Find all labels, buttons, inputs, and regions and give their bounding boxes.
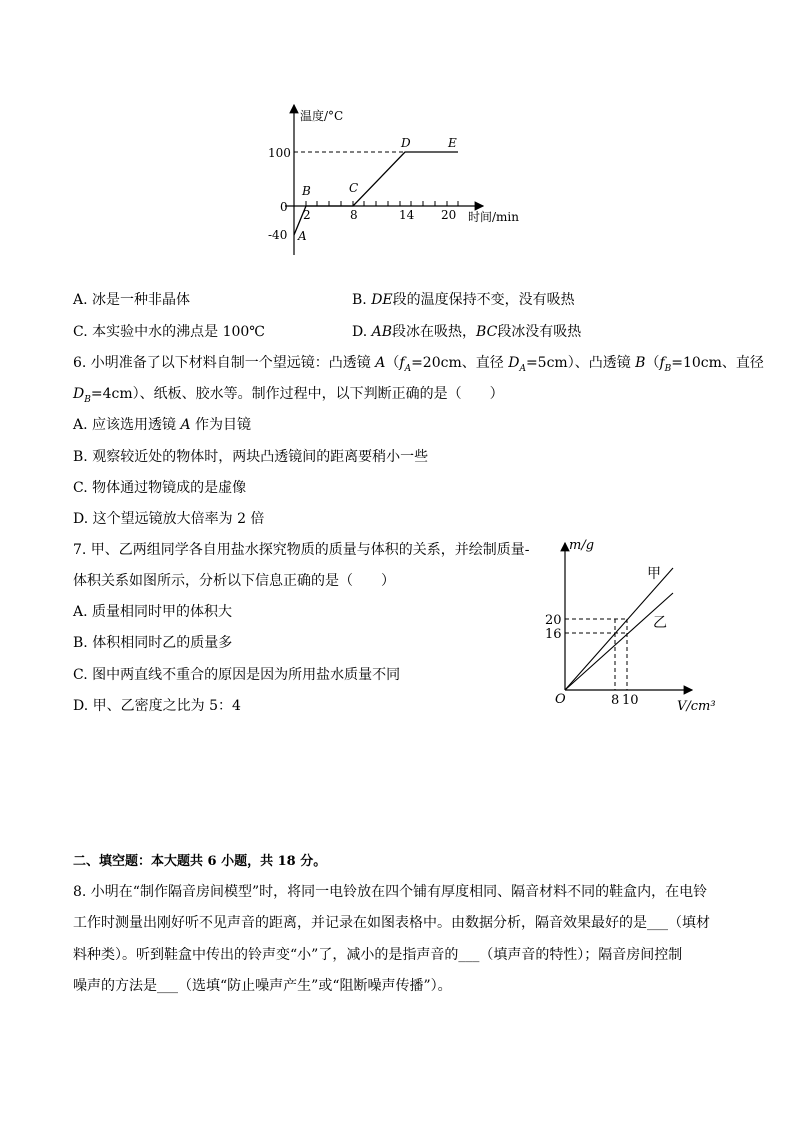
q6-l1-fsub: A [404,363,412,374]
q6-l1-g: =10cm、直径 [671,355,764,371]
x-tick-2: 2 [303,208,311,222]
q5-d-text: 段冰没有吸热 [497,324,582,340]
temperature-curve [294,152,458,235]
q7-option-d: D. 甲、乙密度之比为 5：4 [73,698,241,714]
point-label-B: B [302,184,311,198]
q6-l1-f: f [399,355,405,371]
v-axis-label: V/cm³ [677,699,716,714]
q6-option-a [73,415,251,435]
q6-l1-A: A [375,355,386,371]
q5-d-mid: 段冰在吸热， [392,324,477,340]
line-yi [565,593,673,690]
point-label-D: D [401,136,411,150]
q8-line2: 工作时测量出刚好听不见声音的距离，并记录在如图表格中。由数据分析，隔音效果最好的是___（填材 [73,915,710,931]
label-jia: 甲 [647,566,661,582]
q8-line4: 噪声的方法是___（选填“防止噪声产生”或“阻断噪声传播”）。 [73,978,452,994]
q6-l2-D: D [73,386,85,402]
q7-stem-line1: 7. 甲、乙两组同学各自用盐水探究物质的质量与体积的关系，并绘制质量- [73,542,530,558]
point-label-C: C [349,181,359,195]
point-label-A: A [298,229,307,243]
q6-a-post: 作为目镜 [190,417,252,433]
x-tick-10: 10 [622,693,639,708]
q7-stem-line2: 体积关系如图所示，分析以下信息正确的是（ ） [73,573,395,589]
y-tick-0: 0 [280,200,288,214]
temperature-time-graph [250,95,550,265]
q6-l1-f2sub: B [664,363,672,374]
q5-d-prefix: D. [352,324,372,340]
q5-option-b [352,290,575,310]
q6-option-b: B. 观察较近处的物体时，两块凸透镜间的距离要稍小一些 [73,449,429,465]
q8-line1: 8. 小明在“制作隔音房间模型”时，将同一电铃放在四个铺有厚度相同、隔音材料不同的鞋盒内，在电铃 [73,884,708,900]
q5-b-text: 段的温度保持不变，没有吸热 [392,292,575,308]
m-axis-label: m/g [569,538,595,553]
q6-option-d: D. 这个望远镜放大倍率为 2 倍 [73,511,265,527]
point-label-E: E [448,136,457,150]
x-minor-ticks [306,201,458,206]
q7-option-c: C. 图中两直线不重合的原因是因为所用盐水质量不同 [73,667,401,683]
label-yi: 乙 [653,615,667,631]
y-tick-20: 20 [545,613,562,628]
q6-l1-B: B [635,355,646,371]
q5-option-a: A. 冰是一种非晶体 [73,292,191,308]
q6-l1-a: 6. 小明准备了以下材料自制一个望远镜：凸透镜 [73,355,376,371]
x-axis-label: 时间/min [468,210,519,224]
y-tick-minus40: -40 [268,228,288,242]
q6-a-pre: A. 应该选用透镜 [73,417,181,433]
q6-l1-d: =5cm）、凸透镜 [525,355,636,371]
y-tick-100: 100 [268,146,291,160]
q5-option-c: C. 本实验中水的沸点是 100℃ [73,324,265,340]
x-tick-8: 8 [350,208,358,222]
q6-stem-line1 [73,353,764,379]
q5-d-italic-2: BC [476,324,498,340]
q6-l2-Dsub: B [84,394,91,405]
q6-l1-b: （ [385,355,400,371]
q6-a-it: A [180,417,191,433]
mass-volume-graph [545,535,730,720]
q6-l2-a: =4cm）、纸板、胶水等。制作过程中，以下判断正确的是（ ） [90,386,504,402]
q7-option-b: B. 体积相同时乙的质量多 [73,635,233,651]
x-tick-20: 20 [441,208,457,222]
x-tick-14: 14 [399,208,415,222]
q6-stem-line2 [73,384,504,410]
y-tick-16: 16 [545,627,562,642]
q8-line3: 料种类）。听到鞋盒中传出的铃声变“小”了，减小的是指声音的___（填声音的特性）；隔音房间控制 [73,947,683,963]
q6-l1-f2: f [659,355,665,371]
q6-option-c: C. 物体通过物镜成的是虚像 [73,480,247,496]
q5-b-italic: DE [371,292,393,308]
q5-option-d [352,322,581,342]
q5-d-italic-1: AB [371,324,393,340]
q6-l1-e: （ [645,355,660,371]
origin-label: O [555,692,566,707]
q6-l1-Dsub: A [519,363,526,374]
y-axis-label: 温度/°C [300,109,344,123]
section-2-heading: 二、填空题：本大题共 6 小题，共 18 分。 [73,854,327,869]
q6-l1-D: D [508,355,520,371]
q7-option-a: A. 质量相同时甲的体积大 [73,604,233,620]
x-tick-8: 8 [611,693,620,708]
q5-b-prefix: B. [352,292,372,308]
q6-l1-c: =20cm、直径 [411,355,509,371]
